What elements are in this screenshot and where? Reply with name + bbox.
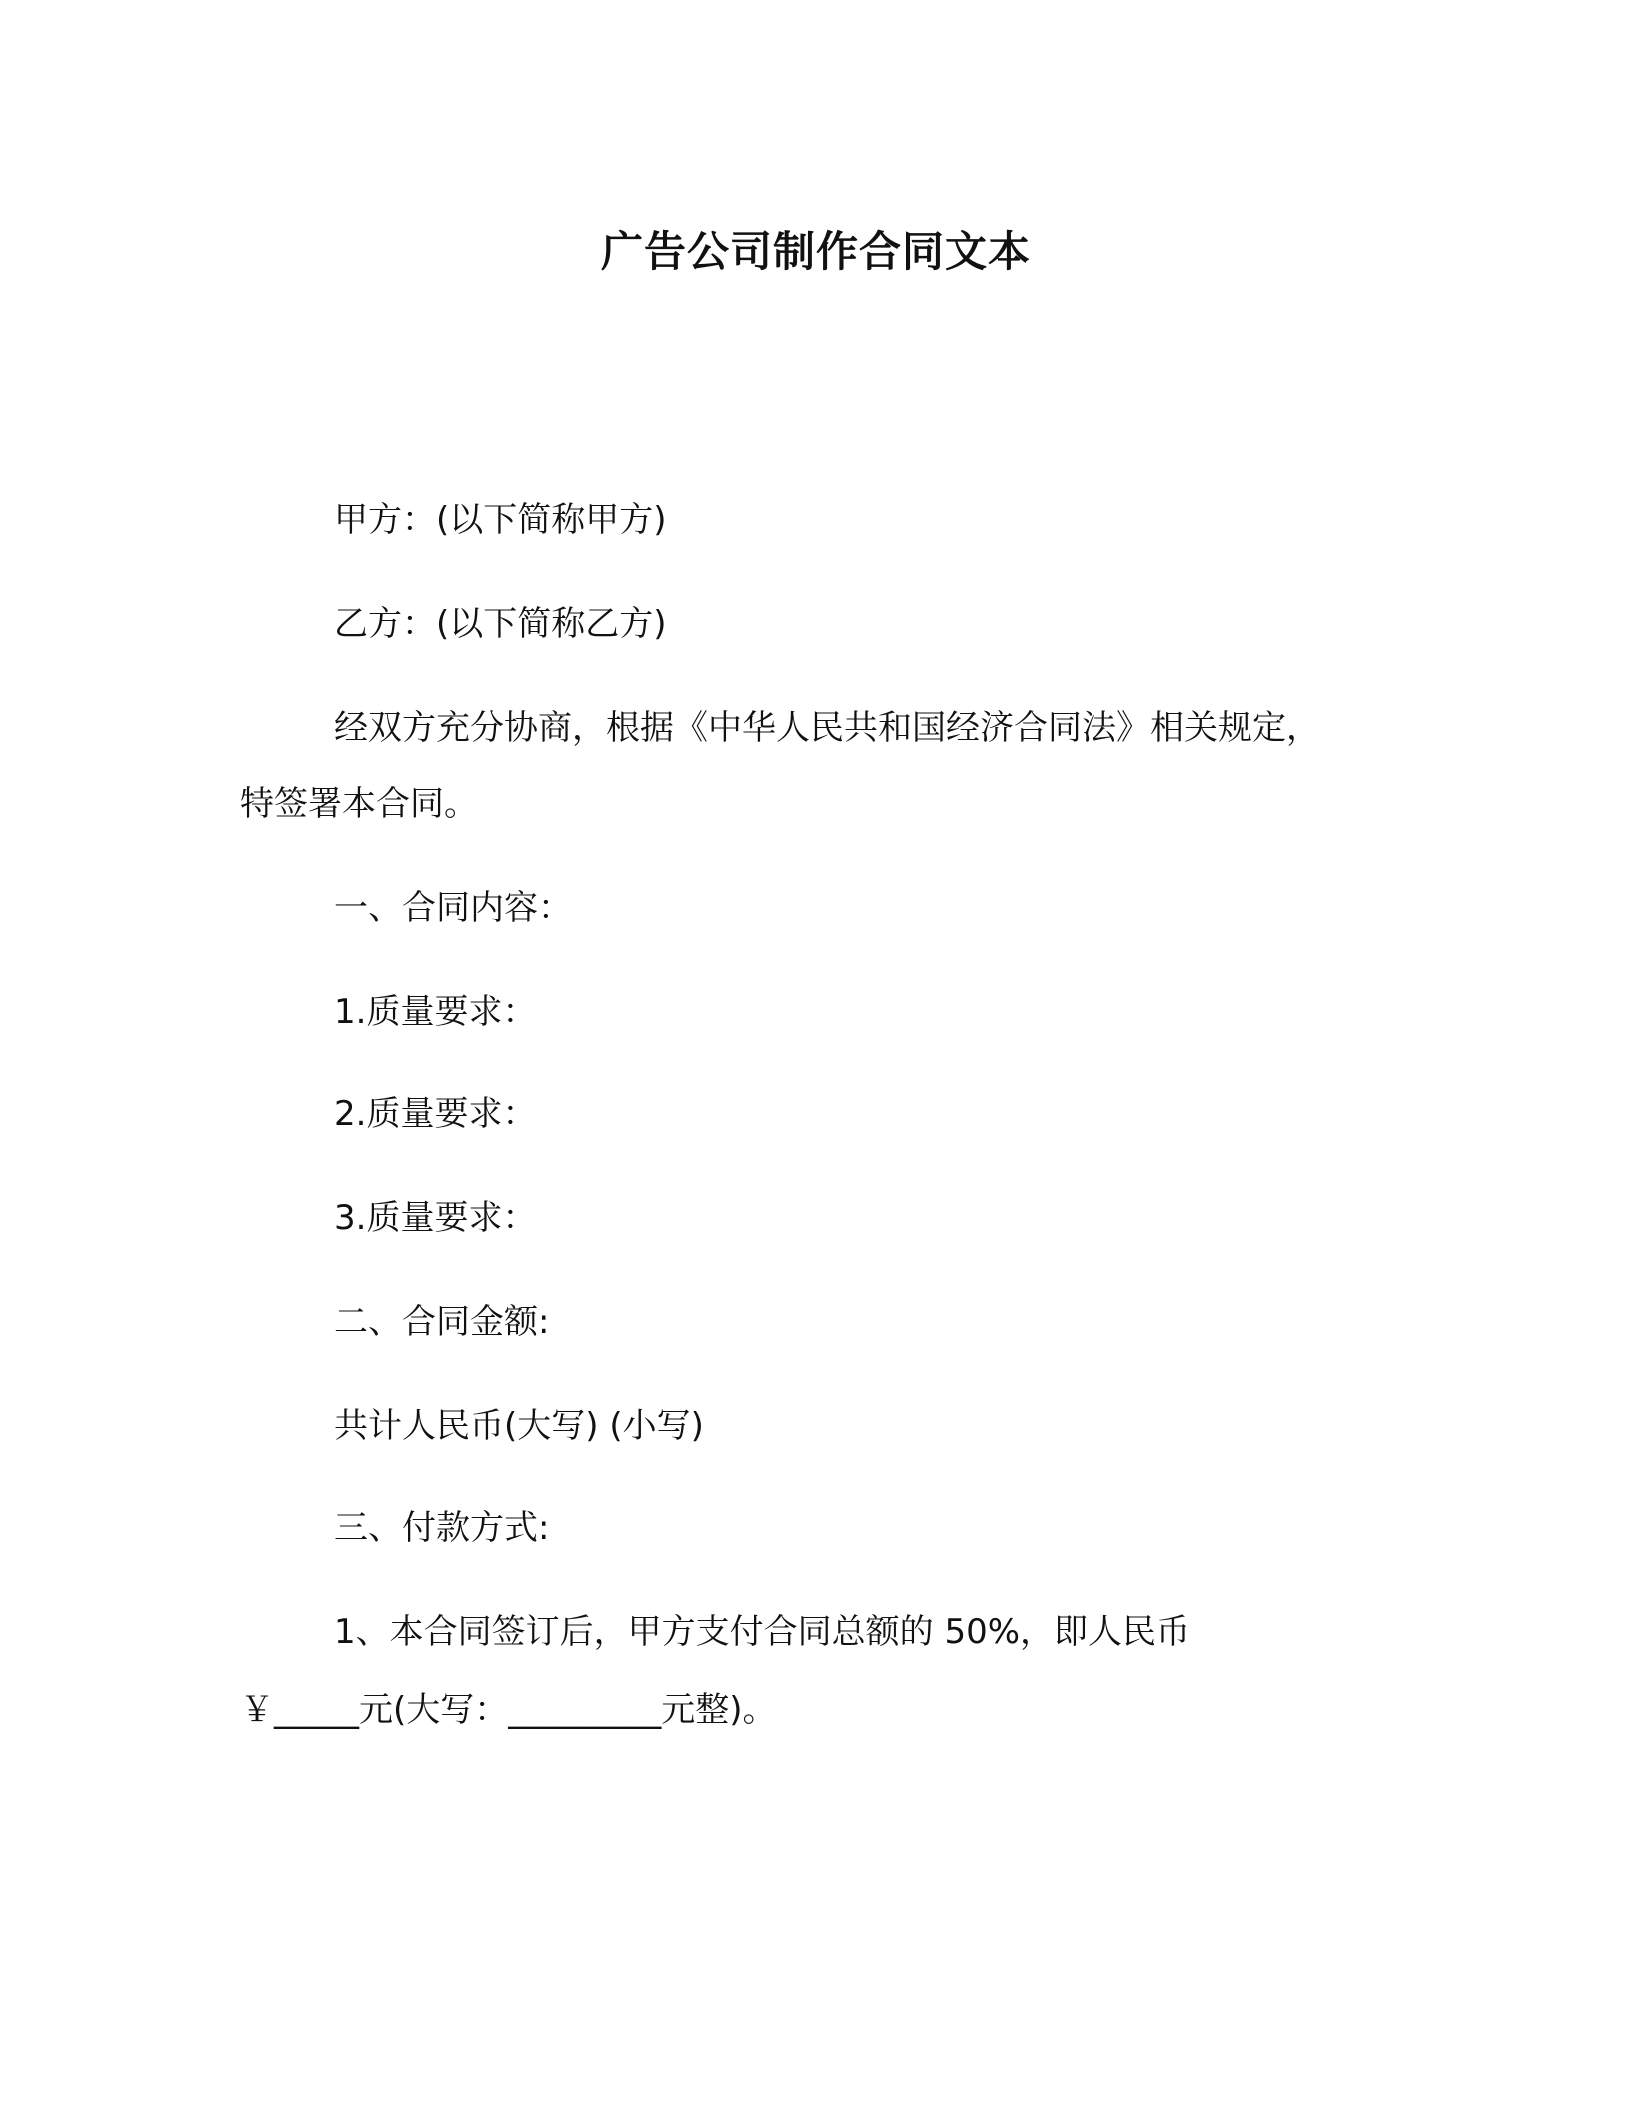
section-3-heading: 三、付款方式:	[334, 1508, 550, 1548]
quality-requirement-3: 3.质量要求：	[334, 1198, 537, 1238]
amount-line: 共计人民币(大写) (小写)	[334, 1406, 704, 1446]
section-2-heading: 二、合同金额:	[334, 1302, 550, 1342]
preamble-line-2: 特签署本合同。	[240, 784, 478, 824]
payment-line-1: 1、本合同签订后，甲方支付合同总额的 50%，即人民币	[334, 1612, 1191, 1652]
quality-requirement-2: 2.质量要求：	[334, 1094, 537, 1134]
payment-line-2: ￥_____元(大写：_________元整)。	[240, 1690, 777, 1730]
party-a-line: 甲方：(以下简称甲方)	[334, 500, 667, 540]
party-b-line: 乙方：(以下简称乙方)	[334, 604, 667, 644]
section-1-heading: 一、合同内容：	[334, 888, 572, 928]
quality-requirement-1: 1.质量要求：	[334, 992, 537, 1032]
document-title: 广告公司制作合同文本	[600, 227, 1031, 276]
preamble-line-1: 经双方充分协商，根据《中华人民共和国经济合同法》相关规定，	[334, 708, 1320, 748]
